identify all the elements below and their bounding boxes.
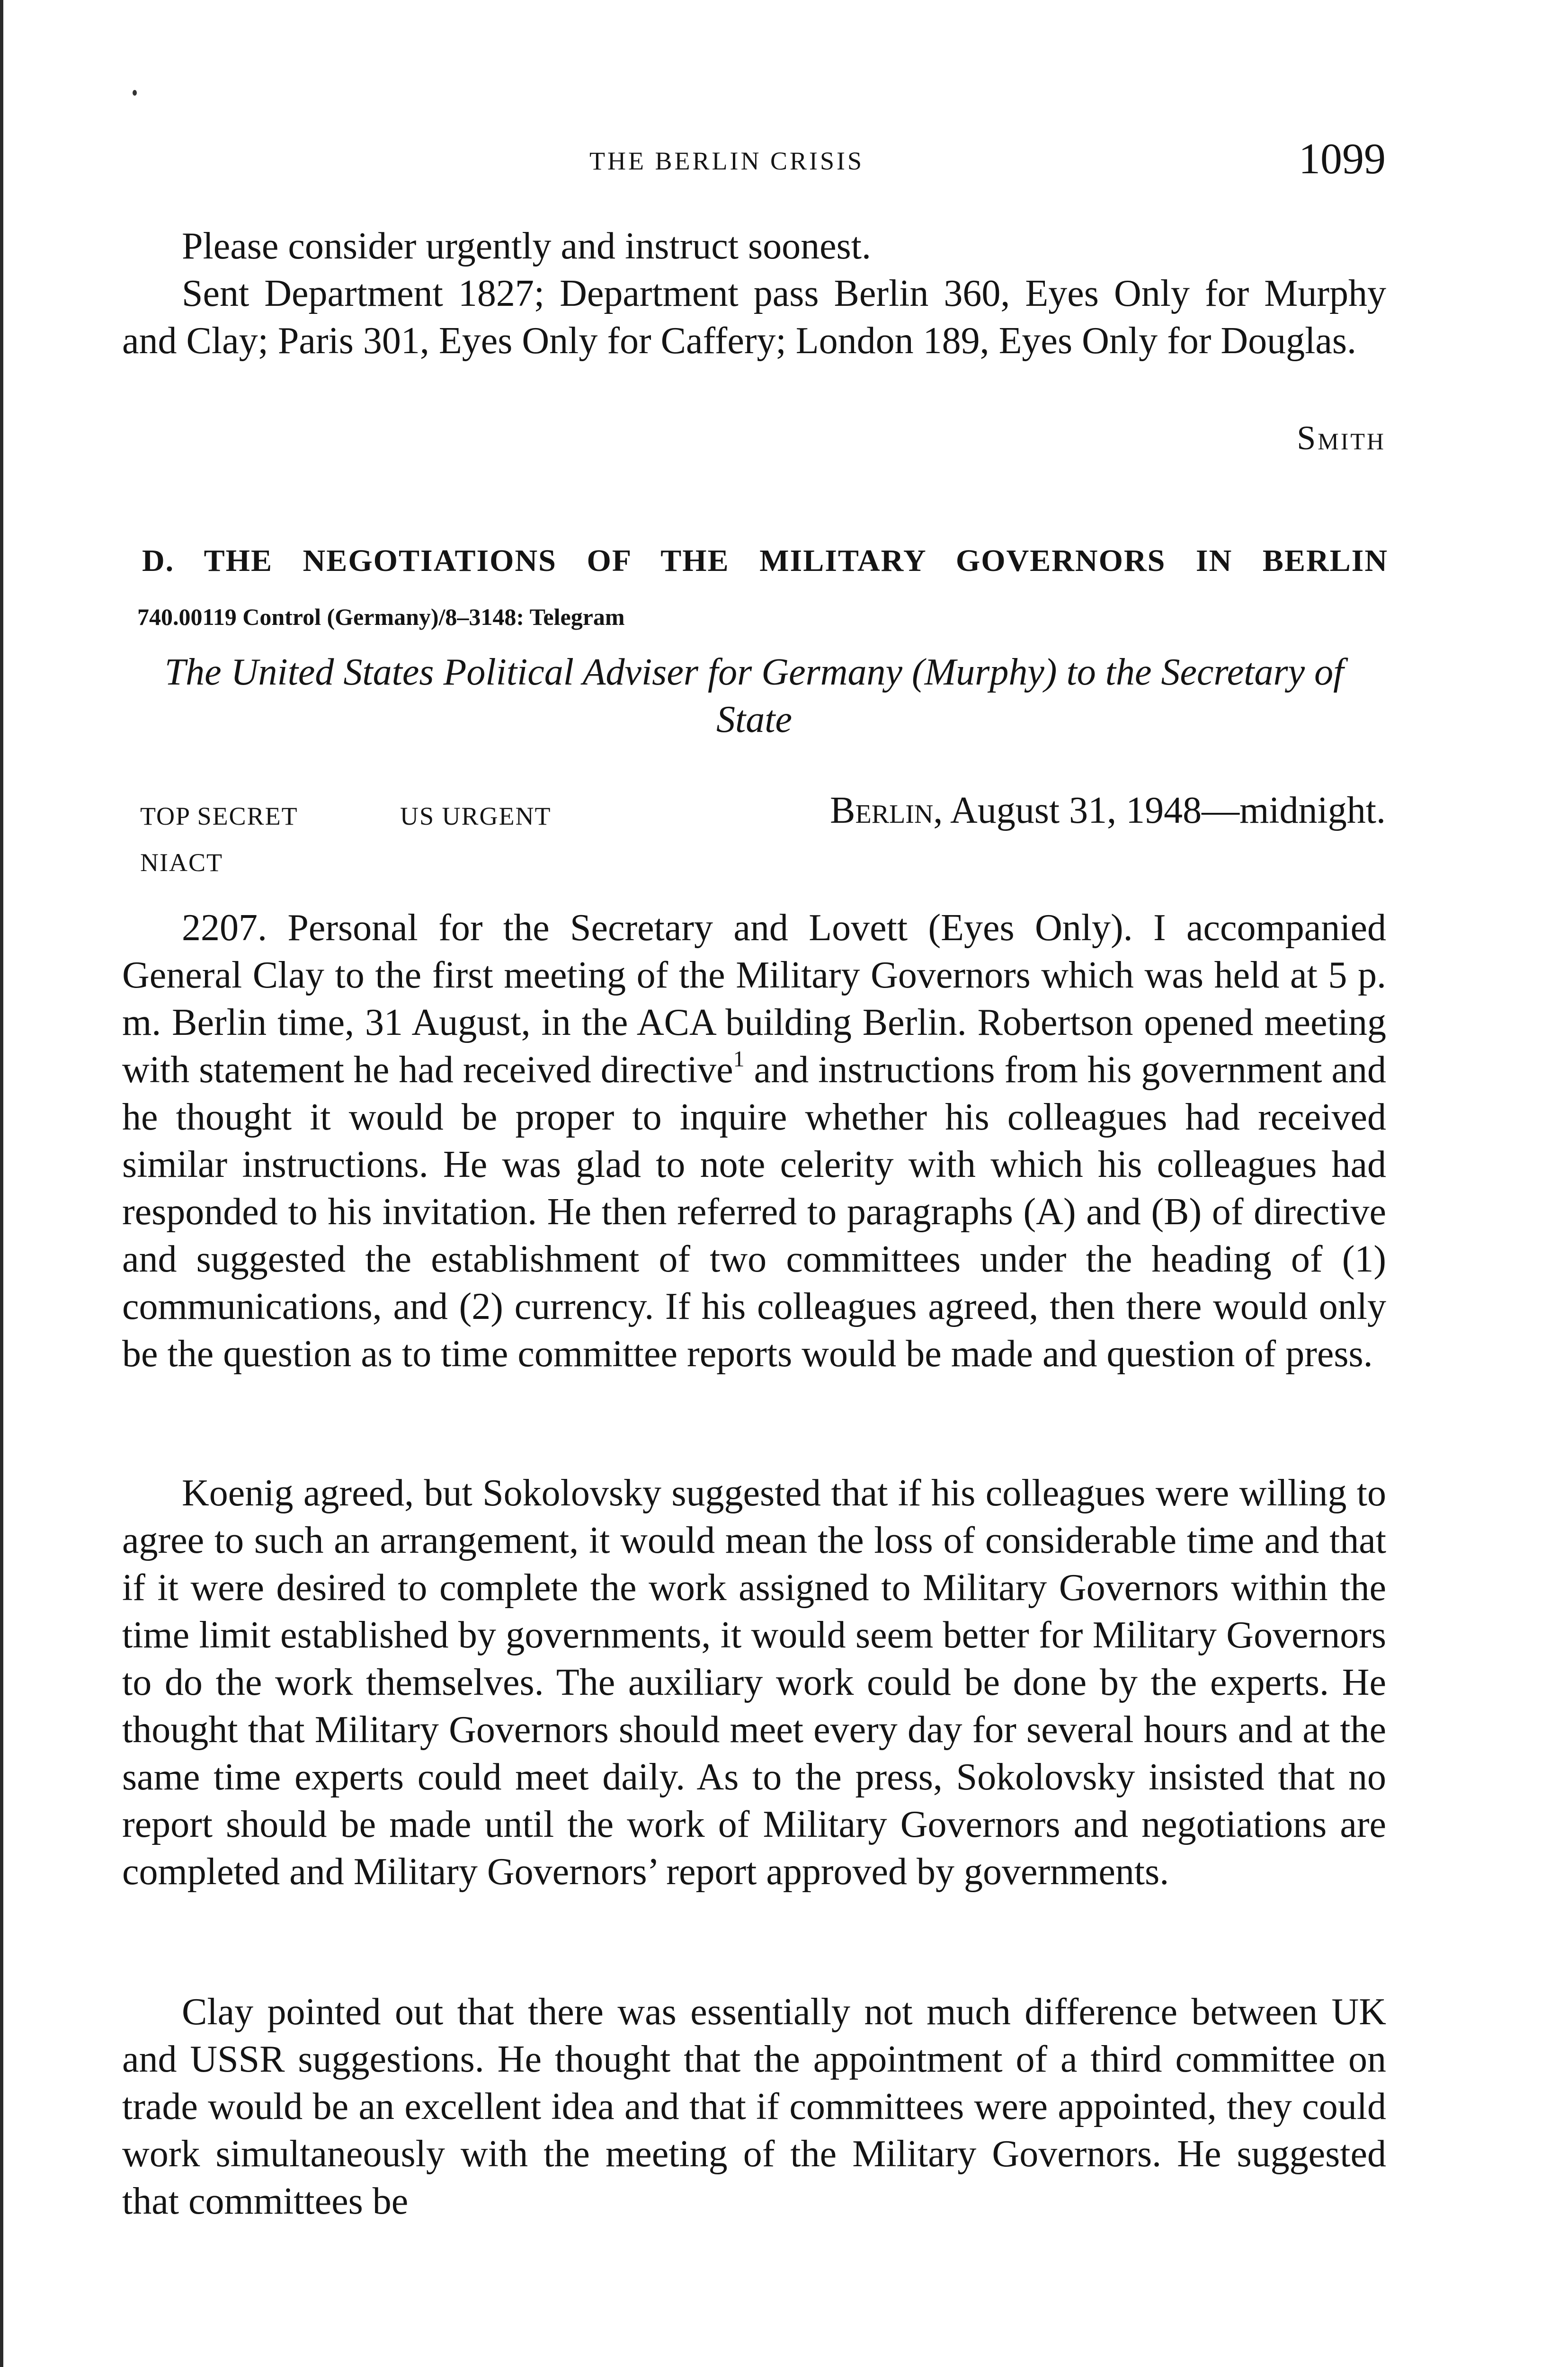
dateline-place: Berlin, xyxy=(830,790,943,831)
body-paragraph-1 xyxy=(122,904,1386,1378)
paragraph-text: and instructions from his government and he thought it would be proper to inquire whether his colleagues had received similar instructions. He was glad to note celerity with which his colleagues had responded to his invitation. He then referred to paragraphs (A) and (B) of directive and suggested the establishment of two committees under the heading of (1) communications, and (2) currency. If his colleagues agreed, then there would only be the question as to time committee reports would be made and question of press. xyxy=(122,1049,1387,1375)
document-title: The United States Political Adviser for Germany (Murphy) to the Secretary of State xyxy=(164,651,1344,740)
section-heading: D. THE NEGOTIATIONS OF THE MILITARY GOVERNORS IN BERLIN xyxy=(142,543,1388,578)
page-number: 1099 xyxy=(1299,134,1386,183)
handling-label: NIACT xyxy=(140,848,223,877)
distribution-line: Sent Department 1827; Department pass Berlin 360, Eyes Only for Murphy and Clay; Paris 301, Eyes Only for Caffery; London 189, Eyes Only for Douglas. xyxy=(122,273,1386,362)
footnote-marker: 1 xyxy=(733,1046,745,1072)
classification-label: TOP SECRET xyxy=(140,802,298,830)
dateline xyxy=(830,787,1386,834)
scan-speck xyxy=(133,90,137,96)
scan-edge-shadow xyxy=(0,0,3,2367)
file-reference: 740.00119 Control (Germany)/8–3148: Telegram xyxy=(137,604,625,630)
running-head-title: THE BERLIN CRISIS xyxy=(589,147,864,175)
signature: Smith xyxy=(1297,419,1386,457)
paragraph-text: 2207. Personal for the Secretary and Lovett (Eyes Only). I accompanied General Clay to the first meeting of the Military Governors which was held at 5 p. m. Berlin time, 31 August, in the ACA building Berlin. Robertson opened meeting with statement he had received directive xyxy=(122,907,1386,1091)
dateline-date: August 31, 1948—midnight. xyxy=(943,790,1386,831)
precedence-label: US URGENT xyxy=(400,802,552,830)
body-paragraph-2: Koenig agreed, but Sokolovsky suggested that if his colleagues were willing to agree to such an arrangement, it would mean the loss of considerable time and that if it were desired to complete the work assigned to Military Governors within the time limit established by governments, it would seem better for Military Governors to do the work themselves. The auxiliary work could be done by the experts. He thought that Military Governors should meet every day for several hours and at the same time experts could meet daily. As to the press, Sokolovsky insisted that no report should be made until the work of Military Governors and negotiations are completed and Military Governors’ report approved by governments. xyxy=(122,1472,1386,1893)
closing-line: Please consider urgently and instruct soonest. xyxy=(182,225,872,267)
body-paragraph-3: Clay pointed out that there was essentially not much difference between UK and USSR suggestions. He thought that the appointment of a third committee on trade would be an excellent idea and that if committees were appointed, they could work simultaneously with the meeting of the Military Governors. He suggested that committees be xyxy=(122,1991,1386,2222)
